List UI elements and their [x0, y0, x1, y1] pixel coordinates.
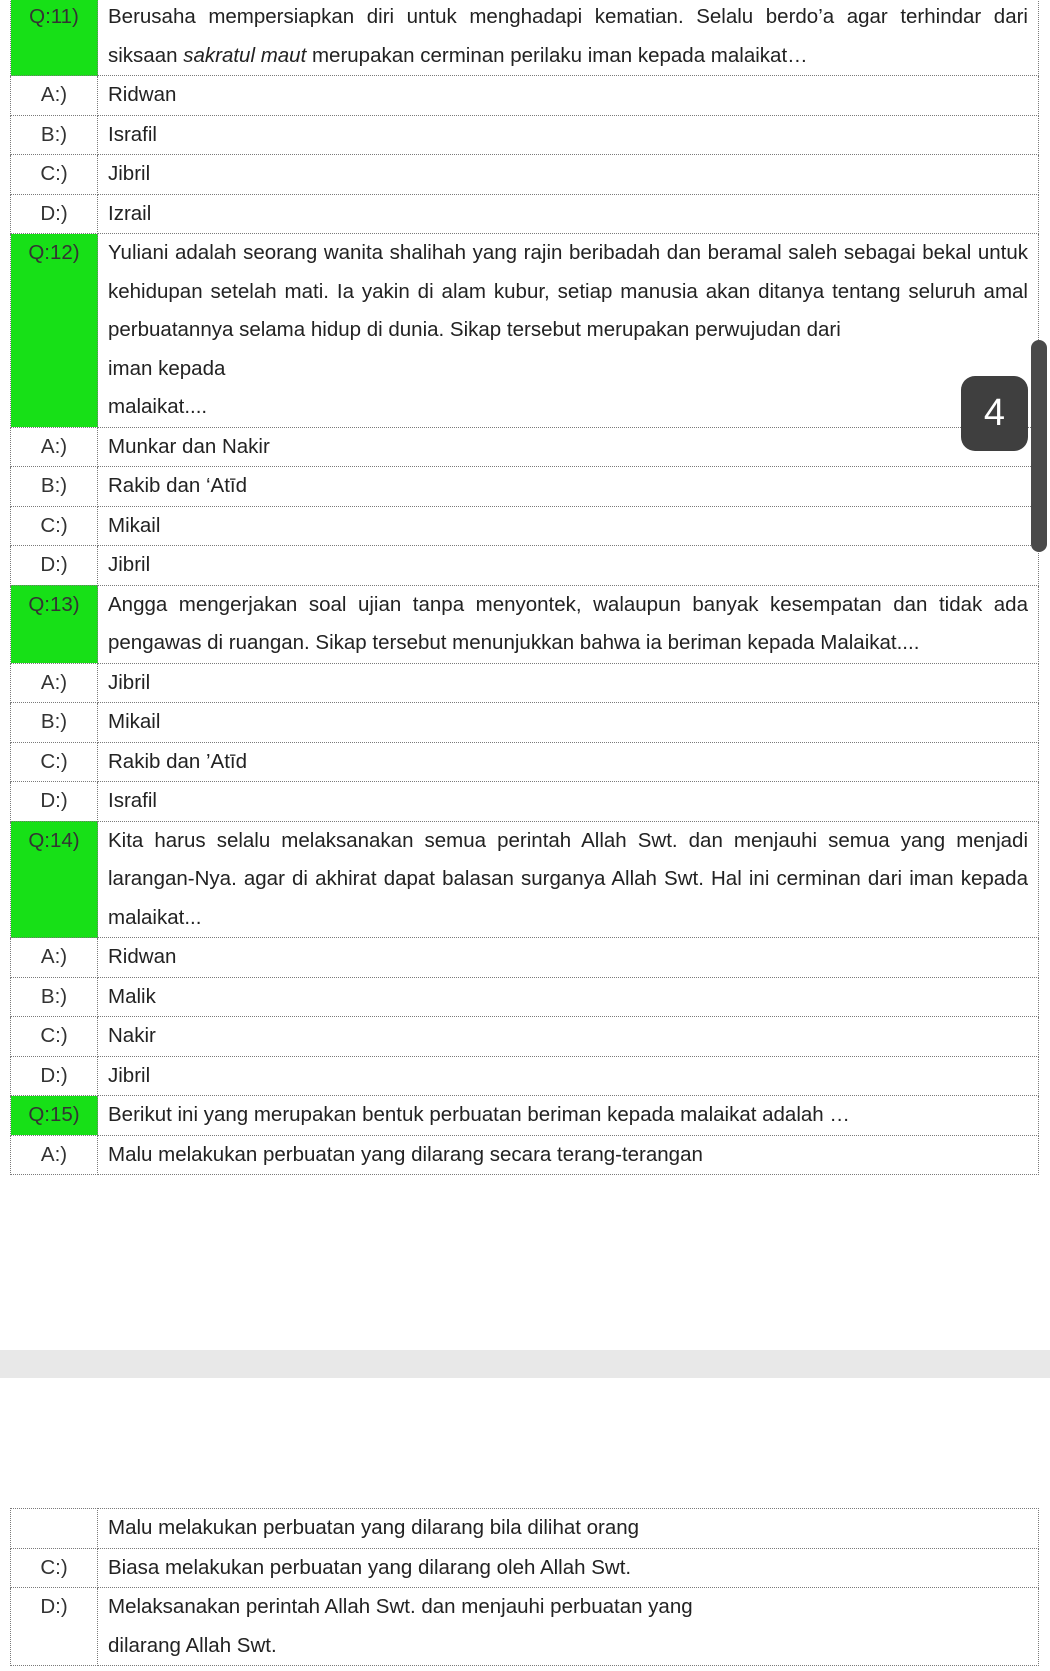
option-row[interactable] — [11, 1056, 1039, 1096]
option-row[interactable] — [11, 427, 1039, 467]
document-page-bottom — [0, 1378, 1050, 1671]
option-text: Jibril — [98, 663, 1039, 703]
question-table — [10, 0, 1039, 1175]
option-label: A:) — [11, 663, 98, 703]
question-number: Q:11) — [11, 0, 98, 76]
option-row[interactable] — [11, 194, 1039, 234]
option-label: C:) — [11, 1017, 98, 1057]
option-row[interactable] — [11, 742, 1039, 782]
option-label: D:) — [11, 1056, 98, 1096]
question-text: Yuliani adalah seorang wanita shalihah yang rajin beribadah dan beramal saleh sebagai bekal untuk kehidupan setelah mati. Ia yakin di alam kubur, setiap manusia akan ditanya tentang seluruh amal perbuatannya selama hidup di dunia. Sikap tersebut merupakan perwujudan dari iman kepada malaikat.... — [98, 234, 1039, 428]
option-label: A:) — [11, 938, 98, 978]
option-row[interactable] — [11, 1017, 1039, 1057]
option-row[interactable] — [11, 703, 1039, 743]
option-row[interactable] — [11, 506, 1039, 546]
option-text: Melaksanakan perintah Allah Swt. dan menjauhi perbuatan yang dilarang Allah Swt. — [98, 1588, 1039, 1666]
option-label: A:) — [11, 1135, 98, 1175]
option-label: C:) — [11, 1548, 98, 1588]
option-row[interactable] — [11, 115, 1039, 155]
question-number: Q:13) — [11, 585, 98, 663]
option-text: Munkar dan Nakir — [98, 427, 1039, 467]
option-row[interactable] — [11, 977, 1039, 1017]
option-text: Nakir — [98, 1017, 1039, 1057]
option-label: A:) — [11, 76, 98, 116]
option-row[interactable] — [11, 546, 1039, 586]
question-row — [11, 0, 1039, 76]
option-row[interactable] — [11, 155, 1039, 195]
option-label: B:) — [11, 703, 98, 743]
option-text: Jibril — [98, 155, 1039, 195]
option-row[interactable] — [11, 782, 1039, 822]
option-text: Mikail — [98, 506, 1039, 546]
page-number-badge: 4 — [961, 376, 1028, 451]
option-row[interactable] — [11, 938, 1039, 978]
option-label: D:) — [11, 1588, 98, 1666]
option-row[interactable] — [11, 467, 1039, 507]
option-label — [11, 1509, 98, 1549]
option-text: Malik — [98, 977, 1039, 1017]
question-row — [11, 821, 1039, 938]
option-label: B:) — [11, 467, 98, 507]
page-separator — [0, 1350, 1050, 1378]
question-row — [11, 1096, 1039, 1136]
option-label: B:) — [11, 115, 98, 155]
option-label: D:) — [11, 194, 98, 234]
option-row[interactable] — [11, 663, 1039, 703]
question-text: Kita harus selalu melaksanakan semua perintah Allah Swt. dan menjauhi semua yang menjadi larangan-Nya. agar di akhirat dapat balasan surganya Allah Swt. Hal ini cerminan dari iman kepada malaikat... — [98, 821, 1039, 938]
option-row[interactable] — [11, 1548, 1039, 1588]
option-label: A:) — [11, 427, 98, 467]
option-text: Izrail — [98, 194, 1039, 234]
scrollbar-thumb[interactable] — [1031, 340, 1047, 552]
question-text: Berusaha mempersiapkan diri untuk menghadapi kematian. Selalu berdo’a agar terhindar dari siksaan sakratul maut merupakan cerminan perilaku iman kepada malaikat… — [98, 0, 1039, 76]
option-text: Jibril — [98, 546, 1039, 586]
option-text: Malu melakukan perbuatan yang dilarang secara terang-terangan — [98, 1135, 1039, 1175]
question-number: Q:12) — [11, 234, 98, 428]
option-text: Malu melakukan perbuatan yang dilarang bila dilihat orang — [98, 1509, 1039, 1549]
option-text: Ridwan — [98, 76, 1039, 116]
question-table-continued — [10, 1508, 1039, 1666]
option-text: Biasa melakukan perbuatan yang dilarang oleh Allah Swt. — [98, 1548, 1039, 1588]
option-text: Jibril — [98, 1056, 1039, 1096]
option-text: Rakib dan ‘Atīd — [98, 467, 1039, 507]
option-label: C:) — [11, 506, 98, 546]
option-row[interactable] — [11, 1588, 1039, 1666]
option-label: D:) — [11, 546, 98, 586]
question-text: Angga mengerjakan soal ujian tanpa menyontek, walaupun banyak kesempatan dan tidak ada pengawas di ruangan. Sikap tersebut menunjukkan bahwa ia beriman kepada Malaikat.... — [98, 585, 1039, 663]
question-text: Berikut ini yang merupakan bentuk perbuatan beriman kepada malaikat adalah … — [98, 1096, 1039, 1136]
question-number: Q:15) — [11, 1096, 98, 1136]
option-text: Israfil — [98, 782, 1039, 822]
option-row[interactable] — [11, 76, 1039, 116]
option-row[interactable] — [11, 1135, 1039, 1175]
option-text: Israfil — [98, 115, 1039, 155]
option-label: C:) — [11, 155, 98, 195]
option-label: D:) — [11, 782, 98, 822]
option-text: Rakib dan ’Atīd — [98, 742, 1039, 782]
question-number: Q:14) — [11, 821, 98, 938]
option-text: Ridwan — [98, 938, 1039, 978]
option-label: B:) — [11, 977, 98, 1017]
question-row — [11, 585, 1039, 663]
option-text: Mikail — [98, 703, 1039, 743]
question-row — [11, 234, 1039, 428]
option-row[interactable] — [11, 1509, 1039, 1549]
option-label: C:) — [11, 742, 98, 782]
